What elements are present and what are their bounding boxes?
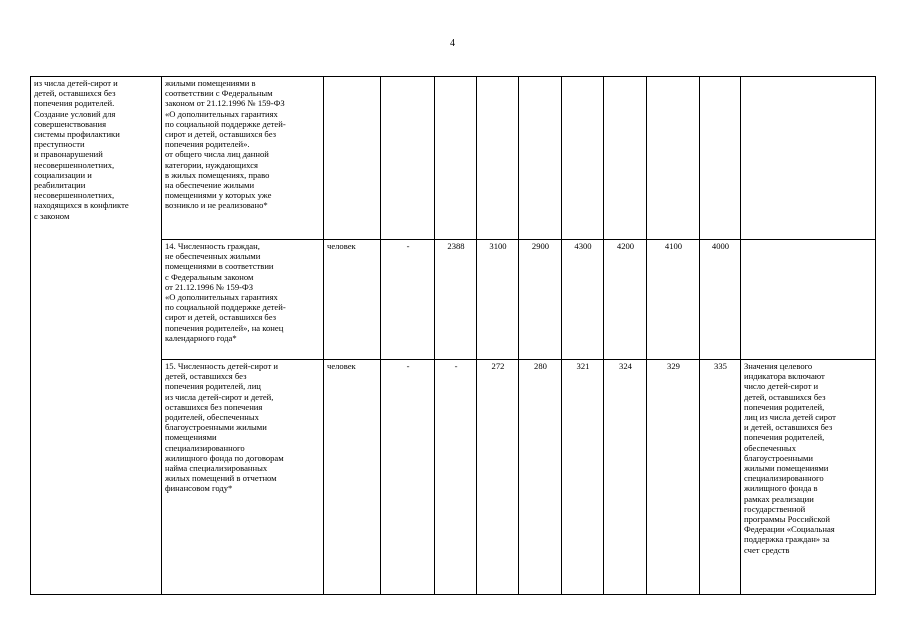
- value-cell: [381, 77, 435, 240]
- page-number: 4: [450, 38, 455, 49]
- note-cell: [741, 240, 876, 360]
- value-cell: [700, 77, 741, 240]
- indicator-cell: 15. Численность детей-сирот и детей, оставшихся без попечения родителей, лиц из числа детей-сирот и детей, оставшихся без попечения родителей, обеспеченных благоустроенными жилыми помещениями специализированного жилищного фонда по договорам найма специализированных жилых помещений в отчетном финансовом году*: [162, 360, 324, 595]
- unit-cell: человек: [324, 240, 381, 360]
- value-cell: 329: [647, 360, 700, 595]
- value-cell: 272: [477, 360, 519, 595]
- value-cell: 4000: [700, 240, 741, 360]
- value-cell: 321: [562, 360, 604, 595]
- value-cell: 280: [519, 360, 562, 595]
- value-cell: [477, 77, 519, 240]
- note-cell: Значения целевого индикатора включают число детей-сирот и детей, оставшихся без попечения родителей, лиц из числа детей сирот и детей, оставшихся без попечения родителей, обеспеченных благоустроенными жилыми помещениями специализированного жилищного фонда в рамках реализации государственной программы Российской Федерации «Социальная поддержка граждан» за счет средств: [741, 360, 876, 595]
- value-cell: 4200: [604, 240, 647, 360]
- value-cell: 2388: [435, 240, 477, 360]
- value-cell: [435, 77, 477, 240]
- table-row: [31, 77, 876, 240]
- value-cell: [562, 77, 604, 240]
- value-cell: 4100: [647, 240, 700, 360]
- value-cell: -: [435, 360, 477, 595]
- indicator-cell: 14. Численность граждан, не обеспеченных жилыми помещениями в соответствии с Федеральным законом от 21.12.1996 № 159-ФЗ «О дополнительных гарантиях по социальной поддержке детей- сирот и детей, оставшихся без попечения родителей», на конец календарного года*: [162, 240, 324, 360]
- value-cell: [604, 77, 647, 240]
- value-cell: [647, 77, 700, 240]
- value-cell: 3100: [477, 240, 519, 360]
- value-cell: -: [381, 240, 435, 360]
- value-cell: 2900: [519, 240, 562, 360]
- value-cell: 324: [604, 360, 647, 595]
- note-cell: [741, 77, 876, 240]
- indicators-table: [30, 76, 876, 595]
- value-cell: [519, 77, 562, 240]
- indicator-cell: жилыми помещениями в соответствии с Федеральным законом от 21.12.1996 № 159-ФЗ «О дополнительных гарантиях по социальной поддержке детей- сирот и детей, оставшихся без попечения родителей». от общего числа лиц данной категории, нуждающихся в жилых помещениях, право на обеспечение жилыми помещениями у которых уже возникло и не реализовано*: [162, 77, 324, 240]
- goal-cell: из числа детей-сирот и детей, оставшихся без попечения родителей. Создание условий для совершенствования системы профилактики преступности и правонарушений несовершеннолетних, социализации и реабилитации несовершеннолетних, находящихся в конфликте с законом: [31, 77, 162, 595]
- value-cell: -: [381, 360, 435, 595]
- value-cell: 4300: [562, 240, 604, 360]
- value-cell: 335: [700, 360, 741, 595]
- unit-cell: [324, 77, 381, 240]
- unit-cell: человек: [324, 360, 381, 595]
